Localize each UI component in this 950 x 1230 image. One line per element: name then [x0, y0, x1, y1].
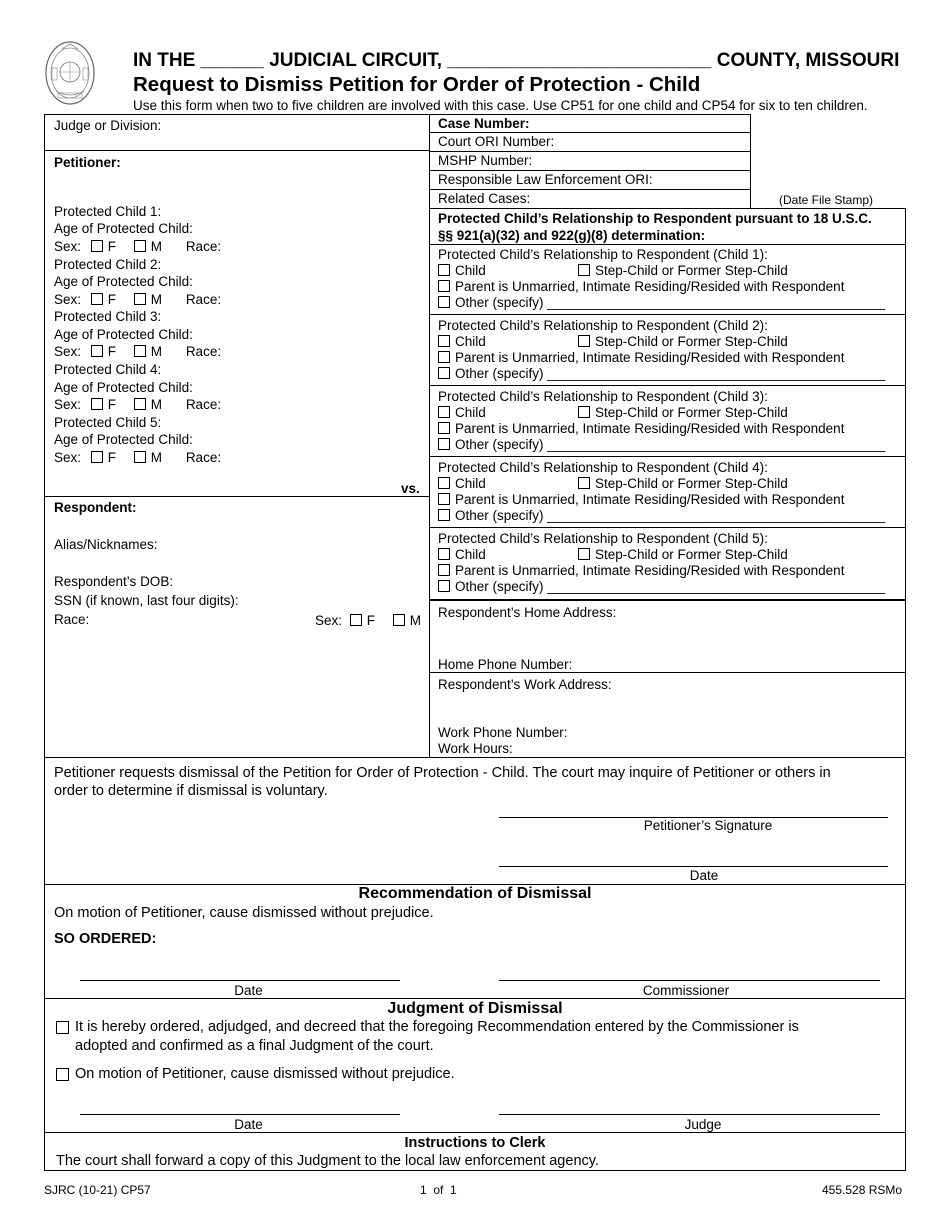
- parent-unmarried-checkbox[interactable]: [438, 493, 450, 505]
- judgment-dismiss-checkbox[interactable]: [56, 1068, 69, 1081]
- relationship-heading-1: Protected Child’s Relationship to Respondent pursuant to 18 U.S.C.: [438, 211, 872, 226]
- home-address-label: Respondent’s Home Address:: [438, 605, 617, 620]
- step-child-checkbox[interactable]: [578, 264, 590, 276]
- sex-m-checkbox[interactable]: [134, 398, 146, 410]
- child-sex-row: Sex: F M Race:: [54, 450, 222, 465]
- parent-unmarried-checkbox[interactable]: [438, 351, 450, 363]
- frame-top: [44, 114, 750, 115]
- step-child-checkbox[interactable]: [578, 548, 590, 560]
- request-text-line-1: Petitioner requests dismissal of the Petition for Order of Protection - Child. The court may inquire of Petitioner or others in: [54, 765, 831, 781]
- judgment-date-label: Date: [234, 1117, 263, 1132]
- frame-bottom: [44, 1170, 906, 1171]
- versus-label: vs.: [401, 481, 420, 496]
- form-instructions: Use this form when two to five children are involved with this case. Use CP51 for one child and CP54 for six to ten children.: [133, 98, 868, 113]
- date-file-stamp-label: (Date File Stamp): [779, 193, 874, 207]
- relationship-label: Protected Child’s Relationship to Respondent (Child 1):: [438, 247, 768, 262]
- respondent-sex-row: Sex: F M: [315, 613, 422, 628]
- child-sex-row: Sex: F M Race:: [54, 397, 222, 412]
- commissioner-signature-line[interactable]: [499, 980, 880, 981]
- statute-reference: 455.528 RSMo: [822, 1183, 903, 1197]
- judge-label: Judge: [684, 1117, 722, 1132]
- sex-m-checkbox[interactable]: [134, 293, 146, 305]
- petitioner-date-line[interactable]: [499, 866, 888, 867]
- sex-f-checkbox[interactable]: [91, 240, 103, 252]
- clerk-instructions-text: The court shall forward a copy of this Judgment to the local law enforcement agency.: [56, 1153, 599, 1169]
- child-checkbox[interactable]: [438, 264, 450, 276]
- recommendation-motion-text: On motion of Petitioner, cause dismissed without prejudice.: [54, 905, 434, 921]
- work-hours-label: Work Hours:: [438, 741, 513, 756]
- recommendation-date-line[interactable]: [80, 980, 400, 981]
- recommendation-date-label: Date: [234, 983, 263, 998]
- step-child-checkbox[interactable]: [578, 477, 590, 489]
- judgment-option-1-line-1: It is hereby ordered, adjudged, and decreed that the foregoing Recommendation entered by the Commissioner is: [75, 1019, 799, 1035]
- related-cases-label: Related Cases:: [438, 191, 531, 206]
- step-child-checkbox[interactable]: [578, 335, 590, 347]
- step-child-checkbox[interactable]: [578, 406, 590, 418]
- judgment-option-2: On motion of Petitioner, cause dismissed without prejudice.: [75, 1066, 455, 1082]
- form-title: Request to Dismiss Petition for Order of Protection - Child: [133, 73, 701, 96]
- respondent-sex-m-checkbox[interactable]: [393, 614, 405, 626]
- commissioner-label: Commissioner: [642, 983, 730, 998]
- court-ori-label: Court ORI Number:: [438, 134, 555, 149]
- other-checkbox[interactable]: [438, 438, 450, 450]
- other-checkbox[interactable]: [438, 509, 450, 521]
- law-enforcement-ori-label: Responsible Law Enforcement ORI:: [438, 172, 653, 187]
- child-checkbox[interactable]: [438, 477, 450, 489]
- relationship-heading-2: §§ 921(a)(32) and 922(g)(8) determination:: [438, 228, 706, 243]
- sex-f-checkbox[interactable]: [91, 345, 103, 357]
- sex-f-checkbox[interactable]: [91, 398, 103, 410]
- child-age-label: Age of Protected Child:: [54, 327, 193, 342]
- child-sex-row: Sex: F M Race:: [54, 239, 222, 254]
- child-name-label: Protected Child 4:: [54, 362, 162, 377]
- parent-unmarried-checkbox[interactable]: [438, 280, 450, 292]
- sex-m-checkbox[interactable]: [134, 451, 146, 463]
- child-sex-row: Sex: F M Race:: [54, 292, 222, 307]
- court-line: IN THE ______ JUDICIAL CIRCUIT, _________________________ COUNTY, MISSOURI: [133, 50, 900, 71]
- parent-unmarried-checkbox[interactable]: [438, 564, 450, 576]
- home-phone-label: Home Phone Number:: [438, 657, 573, 672]
- so-ordered-label: SO ORDERED:: [54, 931, 157, 947]
- respondent-dob-label: Respondent’s DOB:: [54, 574, 174, 589]
- judgment-option-1-line-2: adopted and confirmed as a final Judgment of the court.: [75, 1038, 434, 1054]
- mshp-number-label: MSHP Number:: [438, 153, 533, 168]
- child-age-label: Age of Protected Child:: [54, 432, 193, 447]
- ssn-label: SSN (if known, last four digits):: [54, 593, 239, 608]
- respondent-label: Respondent:: [54, 500, 137, 515]
- child-age-label: Age of Protected Child:: [54, 380, 193, 395]
- child-age-label: Age of Protected Child:: [54, 221, 193, 236]
- judgment-confirm-checkbox[interactable]: [56, 1021, 69, 1034]
- clerk-heading: Instructions to Clerk: [404, 1135, 546, 1151]
- frame-right: [905, 208, 906, 1171]
- respondent-race-label: Race:: [54, 612, 90, 627]
- caption-divider: [429, 114, 430, 757]
- child-checkbox[interactable]: [438, 335, 450, 347]
- other-checkbox[interactable]: [438, 367, 450, 379]
- sex-f-checkbox[interactable]: [91, 293, 103, 305]
- work-phone-label: Work Phone Number:: [438, 725, 568, 740]
- child-name-label: Protected Child 5:: [54, 415, 162, 430]
- child-name-label: Protected Child 1:: [54, 204, 162, 219]
- work-address-label: Respondent’s Work Address:: [438, 677, 612, 692]
- page-number: 1 of 1: [420, 1183, 457, 1197]
- sex-m-checkbox[interactable]: [134, 345, 146, 357]
- child-age-label: Age of Protected Child:: [54, 274, 193, 289]
- relationship-label: Protected Child’s Relationship to Respondent (Child 3):: [438, 389, 768, 404]
- petitioner-label: Petitioner:: [54, 155, 121, 170]
- relationship-label: Protected Child’s Relationship to Respondent (Child 5):: [438, 531, 768, 546]
- judge-division-label: Judge or Division:: [54, 118, 162, 133]
- sex-f-checkbox[interactable]: [91, 451, 103, 463]
- other-checkbox[interactable]: [438, 580, 450, 592]
- child-name-label: Protected Child 2:: [54, 257, 162, 272]
- respondent-sex-f-checkbox[interactable]: [350, 614, 362, 626]
- judgment-date-line[interactable]: [80, 1114, 400, 1115]
- relationship-label: Protected Child’s Relationship to Respondent (Child 2):: [438, 318, 768, 333]
- petitioner-date-label: Date: [689, 868, 719, 883]
- missouri-state-seal: [44, 35, 96, 107]
- child-name-label: Protected Child 3:: [54, 309, 162, 324]
- recommendation-heading: Recommendation of Dismissal: [358, 885, 592, 902]
- form-id: SJRC (10-21) CP57: [44, 1183, 151, 1197]
- child-checkbox[interactable]: [438, 406, 450, 418]
- child-sex-row: Sex: F M Race:: [54, 344, 222, 359]
- child-checkbox[interactable]: [438, 548, 450, 560]
- other-checkbox[interactable]: [438, 296, 450, 308]
- case-number-label: Case Number:: [438, 116, 530, 131]
- petitioner-signature-label: Petitioner’s Signature: [643, 818, 773, 833]
- judge-signature-line[interactable]: [499, 1114, 880, 1115]
- judgment-heading: Judgment of Dismissal: [387, 1000, 563, 1017]
- relationship-label: Protected Child’s Relationship to Respondent (Child 4):: [438, 460, 768, 475]
- alias-label: Alias/Nicknames:: [54, 537, 158, 552]
- sex-m-checkbox[interactable]: [134, 240, 146, 252]
- request-text-line-2: order to determine if dismissal is voluntary.: [54, 783, 328, 799]
- parent-unmarried-checkbox[interactable]: [438, 422, 450, 434]
